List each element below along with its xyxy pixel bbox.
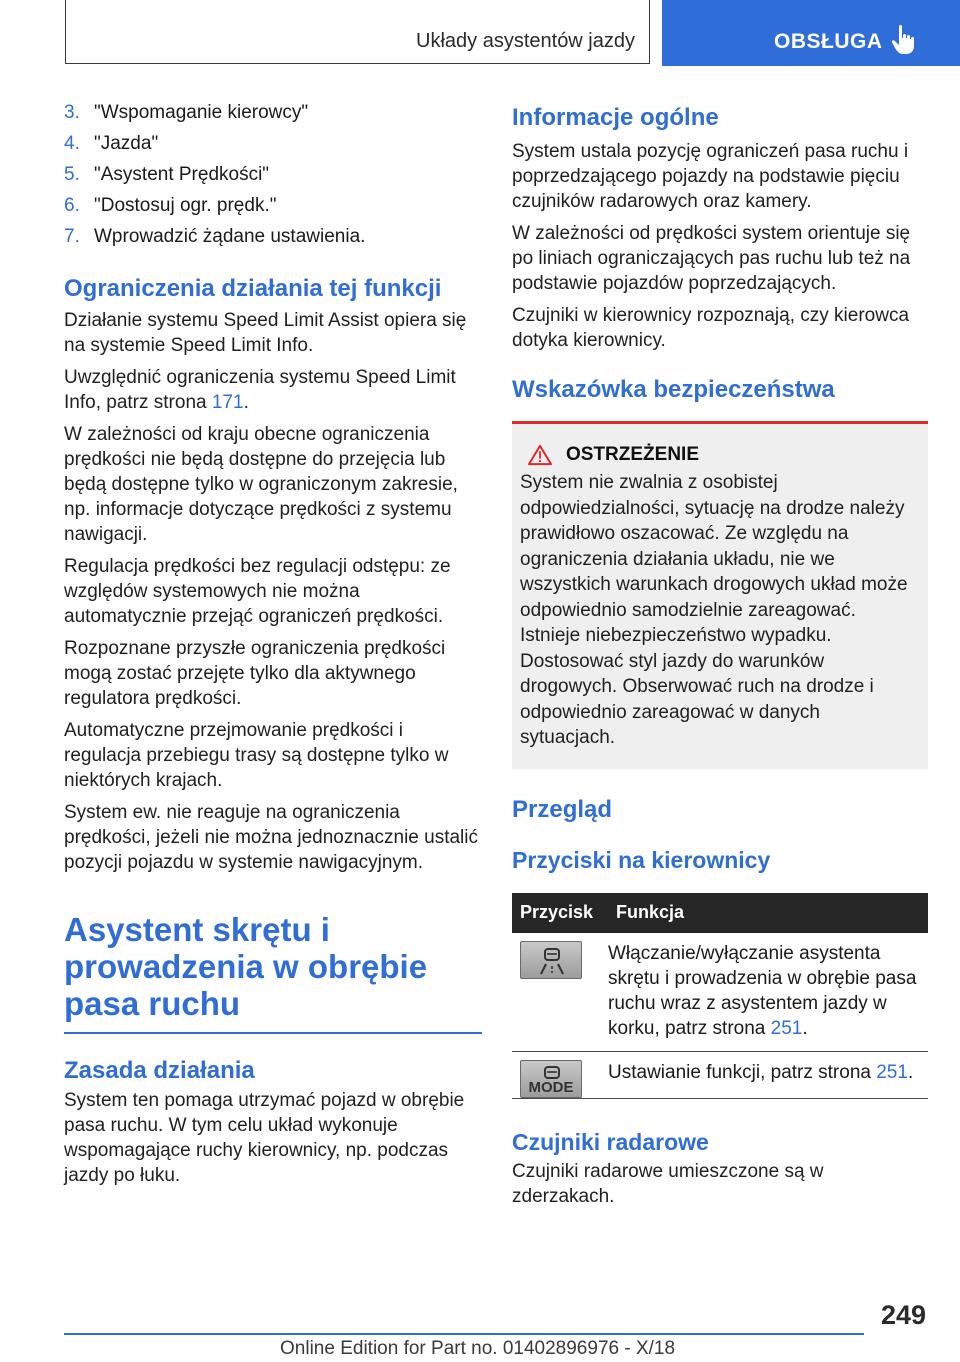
- row-function-text: Ustawianie funkcji, patrz strona: [608, 1061, 877, 1083]
- radar-heading: Czujniki radarowe: [512, 1128, 709, 1155]
- table-row: Włączanie/wyłączanie asystenta skrętu i prowadzenia w obrębie pasa ruchu wraz z asystentem jazdy w korku, patrz strona 251.: [512, 933, 928, 1052]
- chapter-heading: Asystent skrętu i prowadzenia w obrębie pasa ruchu: [64, 911, 428, 1022]
- table-header-row: [512, 893, 928, 933]
- footer-divider: [64, 1333, 864, 1335]
- general-paragraph: W zależności od prędkości system orientuje się po liniach ograniczających pas ruchu lub też na podstawie pojazdów poprzedzających.: [512, 223, 911, 294]
- section-tab: [662, 0, 960, 66]
- list-item: 6. "Dostosuj ogr. prędk.": [64, 195, 277, 216]
- page-header: [0, 0, 960, 66]
- radar-paragraph: Czujniki radarowe umieszczone są w zderzakach.: [512, 1160, 824, 1207]
- overview-heading: Przegląd: [512, 795, 613, 823]
- right-column: [512, 100, 928, 1216]
- list-item: 7. Wprowadzić żądane ustawienia.: [64, 226, 366, 247]
- limits-paragraph: Regulacja prędkości bez regulacji odstępu: ze względów systemowych nie można automatycznie przejąć ograniczeń prędkości.: [64, 556, 451, 627]
- steps-list: [64, 100, 482, 255]
- buttons-heading: Przyciski na kierownicy: [512, 846, 771, 873]
- lane-assist-button: [520, 941, 582, 979]
- warning-title: OSTRZEŻENIE: [566, 444, 700, 465]
- hand-pointer-icon: [890, 24, 920, 56]
- chapter-tab: [65, 0, 650, 64]
- list-item: 5. "Asystent Prędkości": [64, 164, 270, 185]
- principle-paragraph: System ten pomaga utrzymać pojazd w obrębie pasa ruchu. W tym celu układ wykonuje wspomagające ruchy kierownicy, np. podczas jazdy po łuku.: [64, 1090, 465, 1186]
- general-heading: Informacje ogólne: [512, 104, 719, 131]
- mode-button-label: MODE: [528, 1078, 574, 1096]
- section-label: OBSŁUGA: [774, 30, 883, 53]
- list-item: 4. "Jazda": [64, 133, 159, 154]
- page-link[interactable]: 251: [876, 1061, 908, 1083]
- general-paragraph: System ustala pozycję ograniczeń pasa ruchu i poprzedzającego pojazdy na podstawie pięciu czujników radarowych oraz kamery.: [512, 141, 909, 212]
- warning-header: [520, 444, 920, 466]
- warning-text: System nie zwalnia z osobistej odpowiedzialności, sytuację na drodze należy prawidłowo oszacować. Ze względu na ograniczenia działania układu, nie we wszystkich warunkach drogowych układ może odpowiednio samodzielnie zareagować. Istnieje niebezpieczeństwo wypadku. Dostosować styl jazdy do warunków drogowych. Obserwować ruch na drodze i odpowiednio zareagować w danych sytuacjach.: [520, 472, 908, 748]
- divider: [64, 1032, 482, 1034]
- page-number: 249: [880, 1300, 926, 1330]
- limits-paragraph: Automatyczne przejmowanie prędkości i regulacja przebiegu trasy są dostępne tylko w niektórych krajach.: [64, 720, 449, 791]
- safety-heading: Wskazówka bezpieczeństwa: [512, 376, 835, 403]
- warning-triangle-icon: [526, 444, 554, 466]
- page-link[interactable]: 171: [211, 392, 244, 413]
- edition-text: Online Edition for Part no. 01402896976 - X/18: [280, 1338, 676, 1359]
- table-row: MODE Ustawianie funkcji, patrz strona 251.: [512, 1051, 928, 1098]
- limits-paragraph: Rozpoznane przyszłe ograniczenia prędkości mogą zostać przejęte tylko dla aktywnego regulatora prędkości.: [64, 638, 446, 709]
- row-function-text: Włączanie/wyłączanie asystenta skrętu i prowadzenia w obrębie pasa ruchu wraz z asystentem jazdy w korku, patrz strona: [608, 942, 917, 1039]
- column-header-function: Funkcja: [608, 893, 928, 933]
- column-header-button: Przycisk: [512, 893, 608, 933]
- limits-paragraph: System ew. nie reaguje na ograniczenia prędkości, jeżeli nie można jednoznacznie ustalić pozycji pojazdu w systemie nawigacyjnym.: [64, 802, 479, 873]
- lane-assist-icon: [521, 942, 583, 980]
- warning-box: [512, 421, 928, 769]
- limits-heading: Ograniczenia działania tej funkcji: [64, 275, 442, 302]
- left-column: [64, 100, 482, 1195]
- limits-paragraph: W zależności od kraju obecne ograniczenia prędkości nie będą dostępne do przejęcia lub będą dostępne tylko w ograniczonym zakresie, np. informacje dotyczące prędkości z systemu nawigacji.: [64, 424, 458, 545]
- mode-button: [520, 1060, 582, 1098]
- buttons-table: [512, 893, 928, 1099]
- list-item: 3. "Wspomaganie kierowcy": [64, 102, 309, 123]
- limits-paragraph: Uwzględnić ograniczenia systemu Speed Limit Info, patrz strona 171.: [64, 367, 456, 413]
- page-link[interactable]: 251: [770, 1017, 803, 1039]
- principle-heading: Zasada działania: [64, 1057, 255, 1084]
- limits-paragraph: Działanie systemu Speed Limit Assist opiera się na systemie Speed Limit Info.: [64, 310, 467, 356]
- general-paragraph: Czujniki w kierownicy rozpoznają, czy kierowca dotyka kierownicy.: [512, 305, 910, 351]
- chapter-title: Układy asystentów jazdy: [416, 30, 635, 52]
